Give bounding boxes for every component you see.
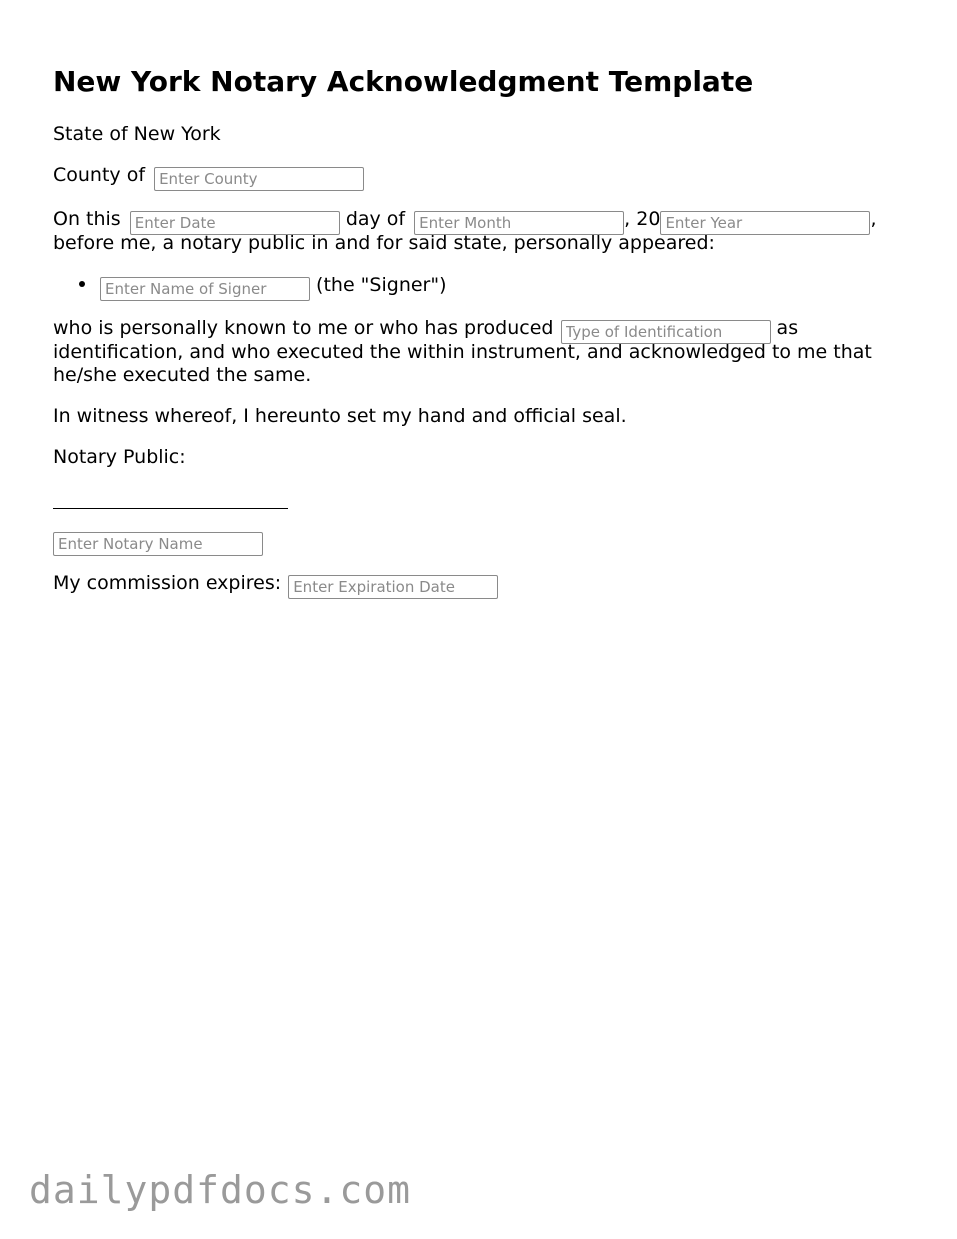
signature-line (53, 508, 288, 509)
expiration-date-input[interactable] (288, 575, 498, 599)
date-prefix: On this (53, 208, 121, 230)
signer-row (53, 274, 447, 301)
commission-label: My commission expires: (53, 572, 282, 594)
page-title: New York Notary Acknowledgment Template (53, 65, 754, 98)
county-row (53, 164, 364, 191)
notary-name-row (53, 529, 263, 556)
date-suffix: , (870, 208, 877, 230)
commission-row (53, 572, 498, 599)
identification-row (53, 317, 798, 344)
identification-prefix: who is personally known to me or who has produced (53, 317, 554, 339)
county-input[interactable] (154, 167, 364, 191)
day-of-text: day of (345, 208, 406, 230)
appeared-text: before me, a notary public in and for said state, personally appeared: (53, 232, 715, 254)
identification-suffix: as (776, 317, 799, 339)
date-row (53, 208, 876, 235)
notary-public-label: Notary Public: (53, 446, 186, 468)
state-line: State of New York (53, 123, 221, 145)
year-prefix: , 20 (624, 208, 661, 230)
bullet-icon (79, 281, 85, 287)
signer-suffix: (the "Signer") (316, 274, 447, 296)
witness-text: In witness whereof, I hereunto set my hand and official seal. (53, 405, 627, 427)
identification-line-3: he/she executed the same. (53, 364, 312, 386)
county-label: County of (53, 164, 146, 186)
signer-name-input[interactable] (100, 277, 310, 301)
watermark: dailypdfdocs.com (29, 1168, 412, 1212)
identification-line-2: identification, and who executed the within instrument, and acknowledged to me that (53, 341, 872, 363)
notary-name-input[interactable] (53, 532, 263, 556)
